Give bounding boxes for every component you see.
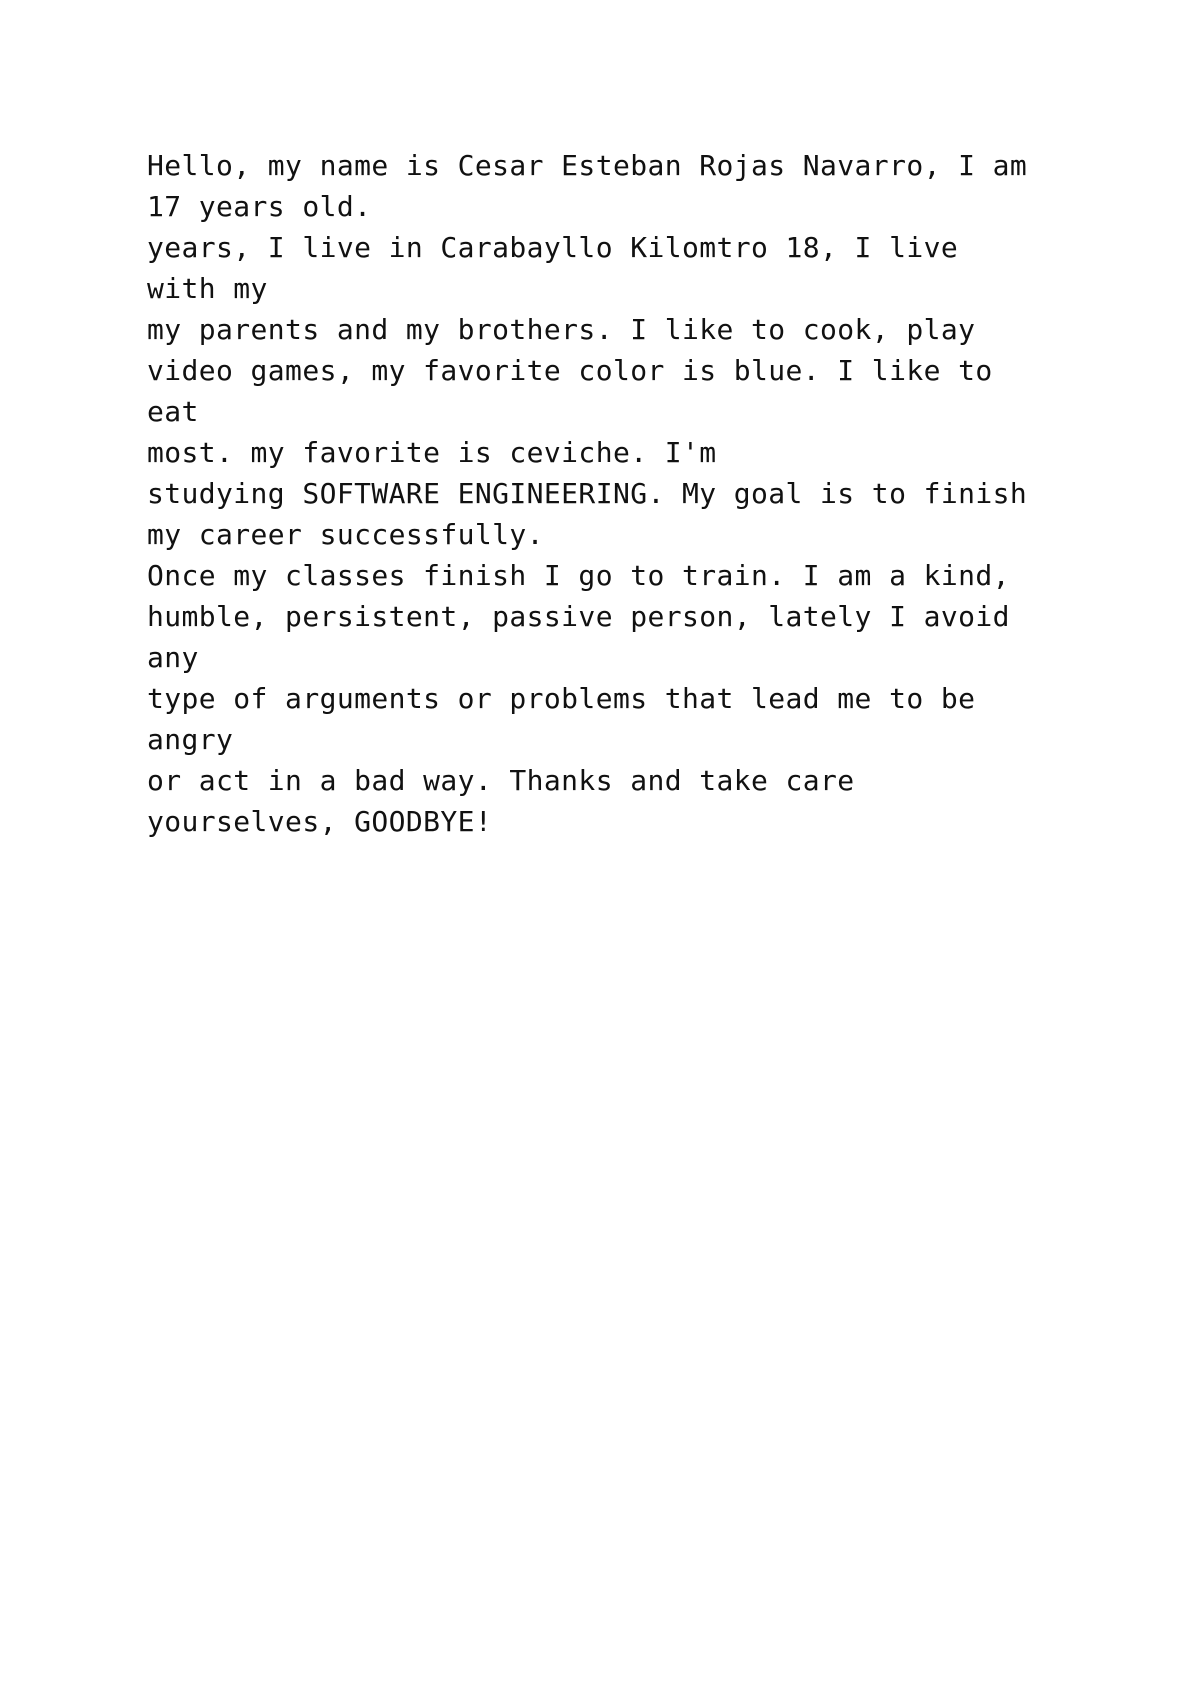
text-line: my parents and my brothers. I like to cook, play — [147, 313, 976, 346]
text-line: 17 years old. — [147, 190, 372, 223]
text-line: most. my favorite is ceviche. I'm — [147, 436, 717, 469]
text-line: or act in a bad way. Thanks and take care — [147, 764, 855, 797]
text-line: Once my classes finish I go to train. I am a kind, — [147, 559, 1010, 592]
text-line: humble, persistent, passive person, lately I avoid — [147, 600, 1010, 633]
text-line: video games, my favorite color is blue. I like to — [147, 354, 993, 387]
text-line: with my — [147, 272, 268, 305]
text-line: type of arguments or problems that lead me to be — [147, 682, 976, 715]
body-text — [147, 145, 1107, 842]
text-line: Hello, my name is Cesar Esteban Rojas Navarro, I am — [147, 149, 1028, 182]
text-line: studying SOFTWARE ENGINEERING. My goal is to finish — [147, 477, 1028, 510]
text-line: eat — [147, 395, 199, 428]
text-line: any — [147, 641, 199, 674]
text-line: my career successfully. — [147, 518, 544, 551]
text-line: yourselves, GOODBYE! — [147, 805, 493, 838]
text-line: angry — [147, 723, 234, 756]
text-line: years, I live in Carabayllo Kilomtro 18, I live — [147, 231, 959, 264]
